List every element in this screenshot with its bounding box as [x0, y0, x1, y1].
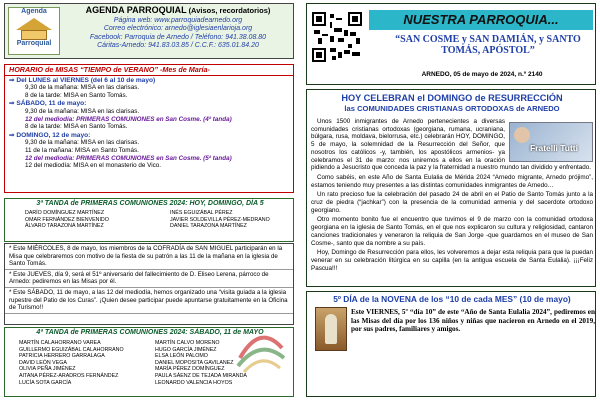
celebran-title-line2: las COMUNIDADES CRISTIANAS ORTODOXAS de ARNEDO	[344, 103, 560, 113]
name-item: ÁLVARO TARAZONA MARTÍNEZ	[25, 223, 104, 230]
agenda-header	[4, 3, 294, 59]
name-item: MARTÍN CALVO MORENO	[155, 340, 220, 346]
horario-title: HORARIO de MISAS “TIEMPO de VERANO” -Mes de María-	[5, 65, 293, 76]
name-item: PAULA SÁENZ DE TEJADA MIRANDA	[155, 372, 247, 379]
name-item: LEONARDO VALENCIA HOYOS	[155, 379, 233, 386]
horario-misas	[4, 64, 294, 193]
name-item: JAVIER SOLDEVILLA PÉREZ-MEDRANO	[170, 216, 270, 223]
name-item: DANIEL MOPOSITA GAVILANEZ	[155, 359, 234, 366]
celebran-title-line1: HOY CELEBRAN el DOMINGO de RESURRECCIÓN	[341, 93, 563, 103]
church-logo-icon	[8, 7, 60, 55]
celebran-title	[310, 93, 594, 114]
horario-line: 12 del mediodía: MISA en el monasterio de Vico.	[25, 162, 162, 170]
notes-box	[4, 243, 294, 325]
nuestra-parroquia-header	[306, 3, 596, 85]
agenda-web[interactable]: Página web: www.parroquiadearnedo.org	[113, 16, 243, 24]
name-item: HUGO GARCÍA JIMÉNEZ	[155, 346, 217, 353]
agenda-contact	[63, 6, 293, 51]
agenda-caritas: Cáritas-Arnedo: 941.83.03.85 / C.C.F.: 635.01.84.20	[97, 42, 259, 50]
name-item: DARÍO DOMÍNGUEZ MARTÍNEZ	[25, 210, 105, 216]
tanda4-names-left	[19, 340, 154, 386]
nuestra-subtitle: “SAN COSME y SAN DAMIÁN, y SANTO TOMÁS, APÓSTOL”	[395, 34, 581, 56]
name-item: MARÍA PÉREZ DOMÍNGUEZ	[155, 366, 225, 373]
horario-line: 12 del mediodía: PRIMERAS COMUNIONES en San Cosme. (4ª tanda)	[25, 115, 232, 123]
logo-line2: Parroquial	[16, 40, 52, 47]
horario-line: 9,30 de la mañana: MISA en las clarisas.	[25, 107, 140, 115]
horario-line: 12 del mediodía: PRIMERAS COMUNIONES en San Cosme. (5ª tanda)	[25, 154, 232, 162]
celebran-paragraph: Otro momento bonito fue el encuentro que tuvimos el 9 de marzo con la comunidad ortodoxa georgiana en la iglesia de Santo Tomás, en el que nos explicaron su cultura y religiosidad, cantaron canciones tradicionales y veneraron la reliquia de San Jorge -que guardamos en el museo de San Cosme-, santo que da nombre a su país.	[311, 216, 593, 247]
name-item: MARTÍN CALAHORRANO VAREA	[19, 340, 101, 346]
tanda3-names-right	[170, 210, 295, 230]
nuestra-title: NUESTRA PARROQUIA...	[369, 10, 593, 30]
horario-line: 8 de la tarde: MISA en Santo Tomás.	[25, 91, 128, 99]
tanda3-title: 3ª TANDA de PRIMERAS COMUNIONES 2024: HOY, DOMINGO, DÍA 5	[36, 200, 264, 207]
celebran-paragraph: Hoy, Domingo de Resurrección para ellos, les volveremos a dejar esta reliquia para que la puedan venerar en su celebración litúrgica en su capilla (en la antigua escuela de Santa Eulalia). ¡¡¡Feliz Pascua!!!	[311, 249, 593, 272]
horario-block-head: ⇒ DOMINGO, 12 de mayo:	[9, 131, 91, 139]
name-item: INÉS EGUIZÁBAL PÉREZ	[170, 210, 233, 216]
note-item: * Este SÁBADO, 11 de mayo, a las 12 del mediodía, hemos organizado una “visita guiada a la iglesia rupestre del Patio de los Curas”. ¡Quien desee participar puede apuntarse gratuitamente en la Oficina de Turismo!!	[5, 288, 293, 314]
logo-line1: Agenda	[21, 8, 47, 15]
name-item: DAVID LEÓN VEGA	[19, 359, 67, 366]
horario-line: 8 de la tarde: MISA en Santo Tomás.	[25, 123, 128, 131]
notes-list	[5, 244, 293, 314]
note-item: * Este MIÉRCOLES, 8 de mayo, los miembros de la COFRADÍA de SAN MIGUEL participarán en la Misa que celebraremos con motivo de la fiesta de su patrón a las 11 de la mañana en la iglesia de Santo Tomás.	[5, 244, 293, 270]
horario-line: 9,30 de la mañana: MISA en las clarisas.	[25, 84, 140, 92]
watermark-logo-icon	[230, 318, 290, 378]
novena-title: 5º DÍA de la NOVENA de los “10 de cada MES” (10 de mayo)	[333, 294, 571, 304]
celebran-paragraph: Como sabéis, en este Año de Santa Eulalia de Mérida 2024 “Arnedo migrante, Arnedo prójimo”, estamos teniendo muy presentes a las distintas comunidades inmigrantes de Arnedo…	[311, 173, 593, 189]
note-item: * Este JUEVES, día 9, será el 51º aniversario del fallecimiento de D. Eliseo Lerena, párroco de Arnedo: pediremos en las Misas por él.	[5, 270, 293, 288]
name-item: OLIVIA PEÑA JIMÉNEZ	[19, 366, 76, 373]
issue-date: ARNEDO, 05 de mayo de 2024, n.º 2140	[421, 71, 543, 78]
agenda-title: AGENDA PARROQUIAL	[85, 5, 187, 15]
tanda3-names-left	[25, 210, 155, 230]
horario-block-head: ⇒ Del LUNES al VIERNES (del 6 al 10 de mayo)	[9, 76, 156, 84]
novena-box	[306, 291, 596, 397]
name-item: DANIEL TARAZONA MARTÍNEZ	[170, 223, 247, 230]
photo-caption: Fratelli Tutti	[529, 143, 578, 153]
name-item: OMAR FERNÁNDEZ BIENVENIDO	[25, 216, 109, 223]
celebran-article	[306, 89, 596, 287]
tanda4-title: 4ª TANDA de PRIMERAS COMUNIONES 2024: SÁBADO, 11 de MAYO	[36, 329, 264, 336]
celebran-paragraph: Un rato precioso fue la celebración del pasado 24 de abril en el Patio de Santo Tomás junto a la cruz de piedra (“jachkar”) con la presencia de la comunidad armenia y del sacerdote ortodoxo georgiano.	[311, 191, 593, 214]
celebran-paragraph: Unos 1500 inmigrantes de Arnedo pertenecientes a diversas comunidades cristianas ortodoxas (georgiana, rumana, ucraniana, búlgara, rusa, moldava, bielorrusa, etc.) celebrarán HOY, DOMINGO, 5 de mayo, la solemnidad de la Resurrección del Señor, que nosotros los católicos -y, también, los apostólicos armenios- ya celebramos el 31 de marzo: nos uniremos a ellos en la oración pidiendo a Jesucristo que conceda la paz y la fraternidad a nuestro mundo tan dividido y enfrentado.	[311, 118, 592, 172]
name-item: AITANA PÉREZ-ARADROS FERNÁNDEZ	[19, 372, 119, 379]
celebran-body	[311, 118, 593, 274]
agenda-email[interactable]: Correo electrónico: arnedo@iglesiaenlarioja.org	[103, 25, 253, 33]
name-item: GUILLERMO EGUIZÁBAL CALAHORRANO	[19, 346, 124, 353]
horario-blocks	[5, 77, 293, 170]
agenda-title-suffix: (Avisos, recordatorios)	[188, 6, 271, 15]
name-item: LUCÍA SOTA GARCÍA	[19, 379, 72, 386]
horario-line: 11 de la mañana: MISA en Santo Tomás.	[25, 146, 139, 154]
novena-text: Este VIERNES, 5º “día 10” de este “Año de Santa Eulalia 2024”, pediremos en las Misas del día por los 136 niños y niñas que nacieron en Arnedo en el 2019, por sus padres, familiares y amigos.	[351, 308, 595, 334]
horario-line: 9,30 de la mañana: MISA en las clarisas.	[25, 139, 140, 147]
qr-code-icon[interactable]	[312, 12, 362, 62]
name-item: PATRICIA HERRERO GARRALAGA	[19, 353, 105, 360]
saint-image-icon	[315, 307, 347, 351]
name-item: ELSA LEÓN PALOMO	[155, 353, 208, 360]
agenda-facebook-phone: Facebook: Parroquia de Arnedo / Teléfono: 941.38.08.80	[89, 33, 267, 41]
horario-block-head: ⇒ SÁBADO, 11 de mayo:	[9, 100, 87, 108]
tanda3-box	[4, 198, 294, 242]
